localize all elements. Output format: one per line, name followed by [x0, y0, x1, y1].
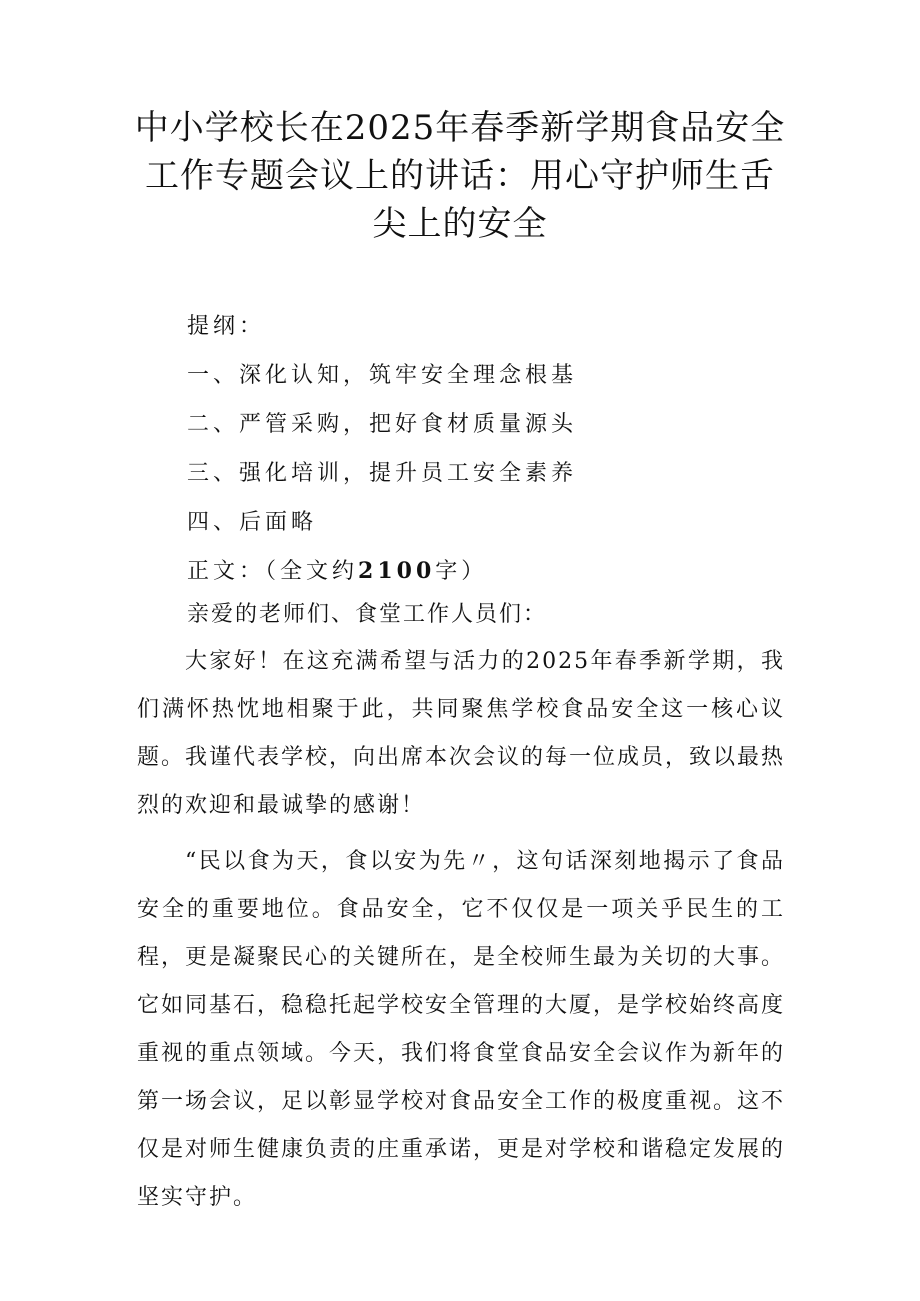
title-line-1: 中小学校长在2025年春季新学期食品安全	[134, 108, 786, 148]
outline-section	[187, 302, 807, 596]
body-section	[137, 592, 785, 1222]
title-line-2: 工作专题会议上的讲话：用心守护师生舌	[145, 156, 775, 196]
outline-item-1: 一、深化认知，筑牢安全理念根基	[187, 363, 578, 388]
title-line-3: 尖上的安全	[372, 204, 548, 244]
main-text-label	[187, 547, 807, 596]
outline-item-4: 四、后面略	[187, 510, 318, 535]
main-text-prefix: 正文：（全文约	[187, 559, 359, 584]
paragraph-2: “民以食为天，食以安为先〃，这句话深刻地揭示了食品安全的重要地位。食品安全，它不仅仅是一项关乎民生的工程，更是凝聚民心的关键所在，是全校师生最为关切的大事。它如同基石，稳稳托起学校安全管理的大厦，是学校始终高度重视的重点领域。今天，我们将食堂食品安全会议作为新年的第一场会议，足以彰显学校对食品安全工作的极度重视。这不仅是对师生健康负责的庄重承诺，更是对学校和谐稳定发展的坚实守护。	[137, 849, 786, 1210]
document-title	[130, 104, 790, 248]
outline-item-3: 三、强化培训，提升员工安全素养	[187, 461, 578, 486]
paragraph-1: 大家好！在这充满希望与活力的2025年春季新学期，我们满怀热忱地相聚于此，共同聚焦学校食品安全这一核心议题。我谨代表学校，向出席本次会议的每一位成员，致以最热烈的欢迎和最诚挚的感谢！	[137, 649, 786, 818]
word-count: 2100	[358, 558, 436, 584]
outline-heading: 提纲：	[187, 314, 266, 339]
main-text-suffix: 字）	[435, 559, 488, 584]
greeting: 亲爱的老师们、食堂工作人员们：	[187, 602, 548, 627]
outline-item-2: 二、严管采购，把好食材质量源头	[187, 412, 578, 437]
